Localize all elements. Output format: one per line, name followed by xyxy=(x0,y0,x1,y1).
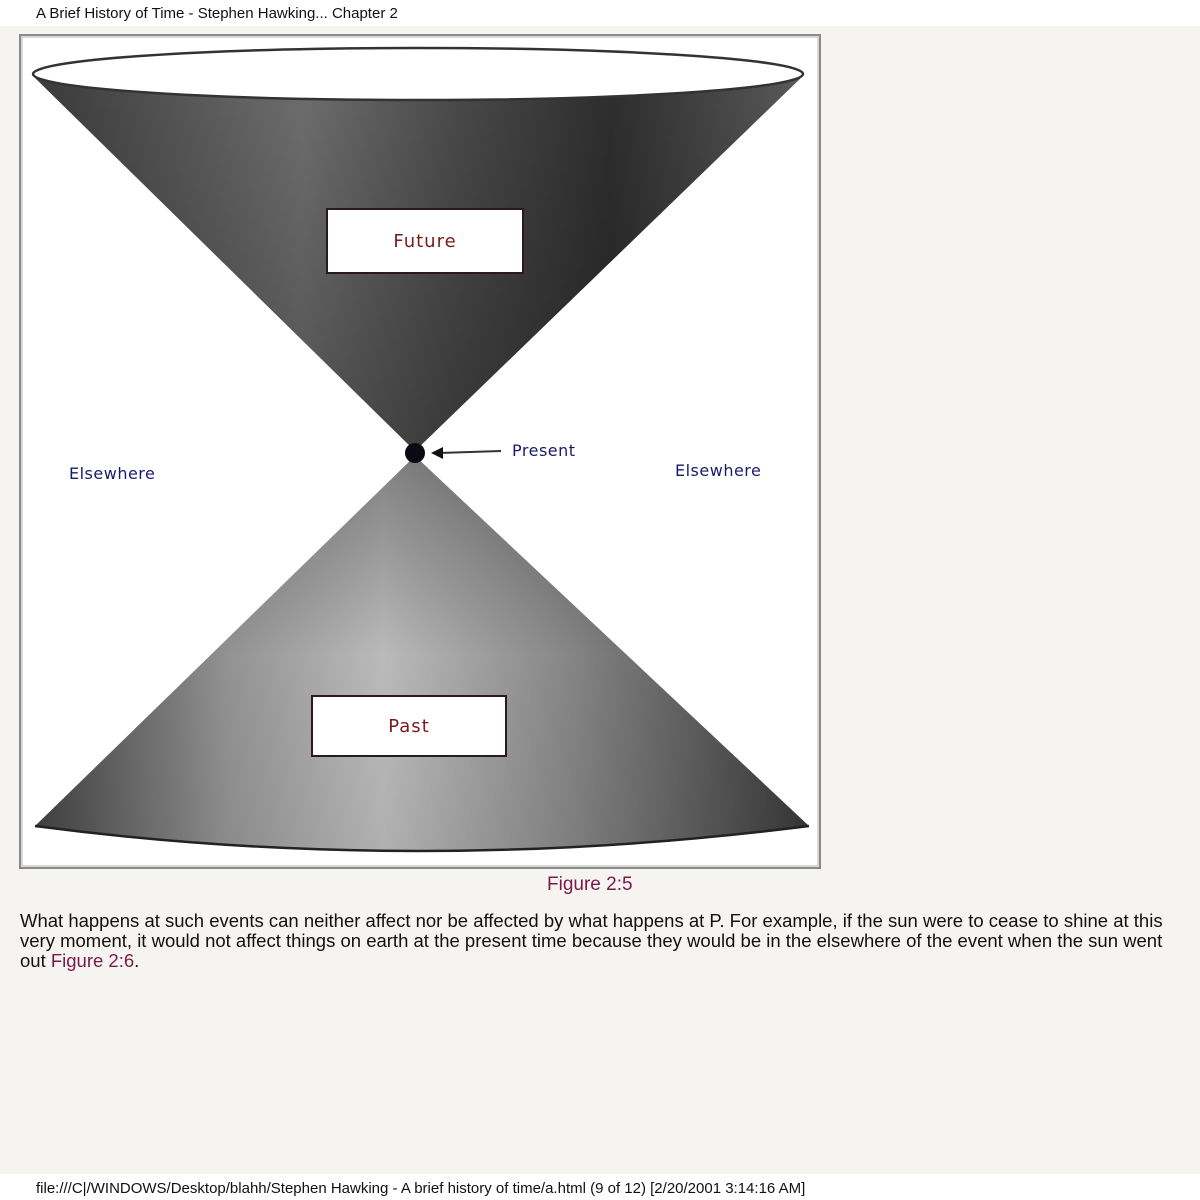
body-trailing: . xyxy=(134,950,140,971)
page-footer-path: file:///C|/WINDOWS/Desktop/blahh/Stephen Hawking - A brief history of time/a.html (9 of 12) [2/20/2001 3:14:16 AM] xyxy=(36,1180,806,1197)
present-marker xyxy=(405,443,501,463)
future-label: Future xyxy=(393,230,457,252)
body-paragraph-text: What happens at such events can neither affect nor be affected by what happens at P. For example, if the sun were to cease to shine at this very moment, it would not affect things on earth at the present time because they would be in the elsewhere of the event when the sun went out xyxy=(20,910,1163,971)
elsewhere-right-label: Elsewhere xyxy=(675,461,762,480)
past-cone xyxy=(35,456,809,851)
future-label-box xyxy=(326,208,524,274)
figure-caption: Figure 2:5 xyxy=(547,874,633,895)
past-label-box xyxy=(311,695,507,757)
figure-2-6-link[interactable]: Figure 2:6 xyxy=(50,950,135,971)
past-label: Past xyxy=(388,715,430,737)
page-header-title: A Brief History of Time - Stephen Hawking... Chapter 2 xyxy=(36,5,398,22)
present-point-icon xyxy=(405,443,425,463)
body-paragraph xyxy=(20,911,1185,971)
present-label: Present xyxy=(512,441,576,460)
arrow-head-icon xyxy=(431,447,443,459)
elsewhere-left-label: Elsewhere xyxy=(69,464,156,483)
light-cone-figure xyxy=(19,34,821,869)
